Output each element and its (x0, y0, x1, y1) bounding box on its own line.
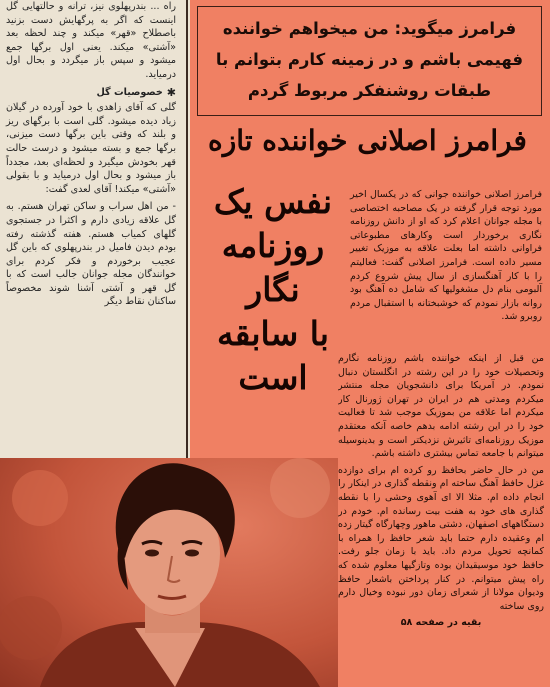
headline-line-1: فرامرز میگوید: من میخواهم خواننده (222, 19, 517, 38)
column-divider (186, 0, 188, 458)
article-intro-column (350, 188, 542, 327)
section-heading (6, 86, 176, 100)
asterisk-icon: ✱ (166, 85, 176, 99)
big-title-line-1: نفس یک (213, 182, 333, 221)
portrait-illustration (0, 458, 338, 687)
quote-headline-box (197, 6, 542, 116)
headline-line-2: فهیمی باشم و در زمینه کارم بتوانم با (215, 50, 524, 69)
continuation-note: بقیه در صفحه ۵۸ (400, 617, 482, 629)
big-title-line-3: نگار (246, 270, 300, 309)
left-column-article (2, 0, 182, 458)
big-title-line-4: با سابقه (216, 314, 329, 353)
body-paragraph-3: من در حال حاضر بحافظ رو کرده ام برای دوازده غزل حافظ آهنگ ساخته ام ونقطه گذاری در اینکار را انجام داده ام. مثلا الا ای آهوی وحشی را با نقطه گذاری های خود به هفت بیت رسانده ام. خودم در دستگاههای اصفهان، دشتی ماهور وچهارگاه گیتار زده ام وعقیده دارم حتما باید شعر حافظ را همراه با کمانچه تحویل مردم داد. باید با زمان جلو رفت. حافظ خود موسیقیدان بوده وتازگیها معلوم شده که راه پیش میتوانم. در کنار پرداختن باشعار حافظ ودیوان مولانا از شعرای زمان دور نبوده وخیال دارم روی ساخته (338, 464, 544, 612)
body-paragraph-1: فرامرز اصلانی خواننده جوانی که در یکسال اخیر مورد توجه قرار گرفته در یک مصاحبه اختصاصی با مجله جوانان اعلام کرد که او از دانش روزنامه نگاری برخوردار است وکارهای مطبوعاتی فراوانی داشته اما بعلت علاقه به موزیک تغییر مسیر داده است. فرامرز اصلانی گفت: فعالیتم را با کار آهنگسازی از سال پیش شروع کردم آلبومی بنام دل مشغولیها که شامل ده آهنگ بود روانه بازار نمودم که خوشبختانه با استقبال مردم روبرو شد. (350, 189, 542, 323)
big-title-line-5: است (238, 358, 308, 397)
left-paragraph-2: گلی که آقای زاهدی با خود آورده در گیلان زیاد دیده میشود. گلی است با برگهای ریز و بلند که وقتی باین برگها دست میزنی، برگها جمع و بسته میشود و درست حالت قهر بخودش میگیرد و لحظه‌ای بعد، مجدداً باز میشود و بحال اول درمیاید و با بقولی «آشتی» میکند! آقای لعدی گفت: (6, 102, 176, 195)
big-title-stack (198, 180, 348, 400)
headline-line-3: طبقات روشنفکر مربوط گردم (247, 81, 492, 100)
portrait-photo (0, 458, 338, 687)
article-body-column (338, 352, 544, 686)
body-paragraph-2: من قبل از اینکه خواننده باشم روزنامه نگارم وتحصیلات خود را در این رشته در انگلستان دنبال نمودم. در آمریکا برای دانشجویان مجله منتشر میکردم ومدتی هم در ایران در تهران ژورنال کار میکردم اما علاقه من بموزیک موجب شد تا فعالیت خود را در این رشته ادامه بدهم خاصه آنکه معتقدم موزیک روزنامه‌ای تاثیرش نزدیکتر است و بدینوسیله میتوانم با جامعه تماس بیشتری داشته باشم. (338, 353, 544, 460)
left-paragraph-3: - من اهل سراب و ساکن تهران هستم. به گل علاقه زیادی دارم و اکثرا در جستجوی گلهای کمیاب هستم. هفته گذشته رفته بودم دیدن فامیل در بندرپهلوی که باین گل عجیب برخوردم و فکر کردم برای خوانندگان مجله جوانان جالب است که با گل قهر و آشتی آشنا شوند مخصوصاً ساکنان نقاط دیگر (6, 201, 176, 308)
left-paragraph-1: راه ... بندرپهلوی نیز، ترانه و حالتهایی گل اینست که اگر به پرگهایش دست بزنید باصطلاح «قهر» میکند و چند لحظه بعد «آشتی» میکند. یعنی اول برگها جمع میشود و سپس باز میگردد و بحال اول درمیاید. (6, 1, 176, 80)
big-title-line-2: روزنامه (221, 226, 325, 265)
section-heading-text: خصوصیات گل (96, 86, 163, 98)
main-title: فرامرز اصلانی خواننده تازه (208, 124, 527, 157)
